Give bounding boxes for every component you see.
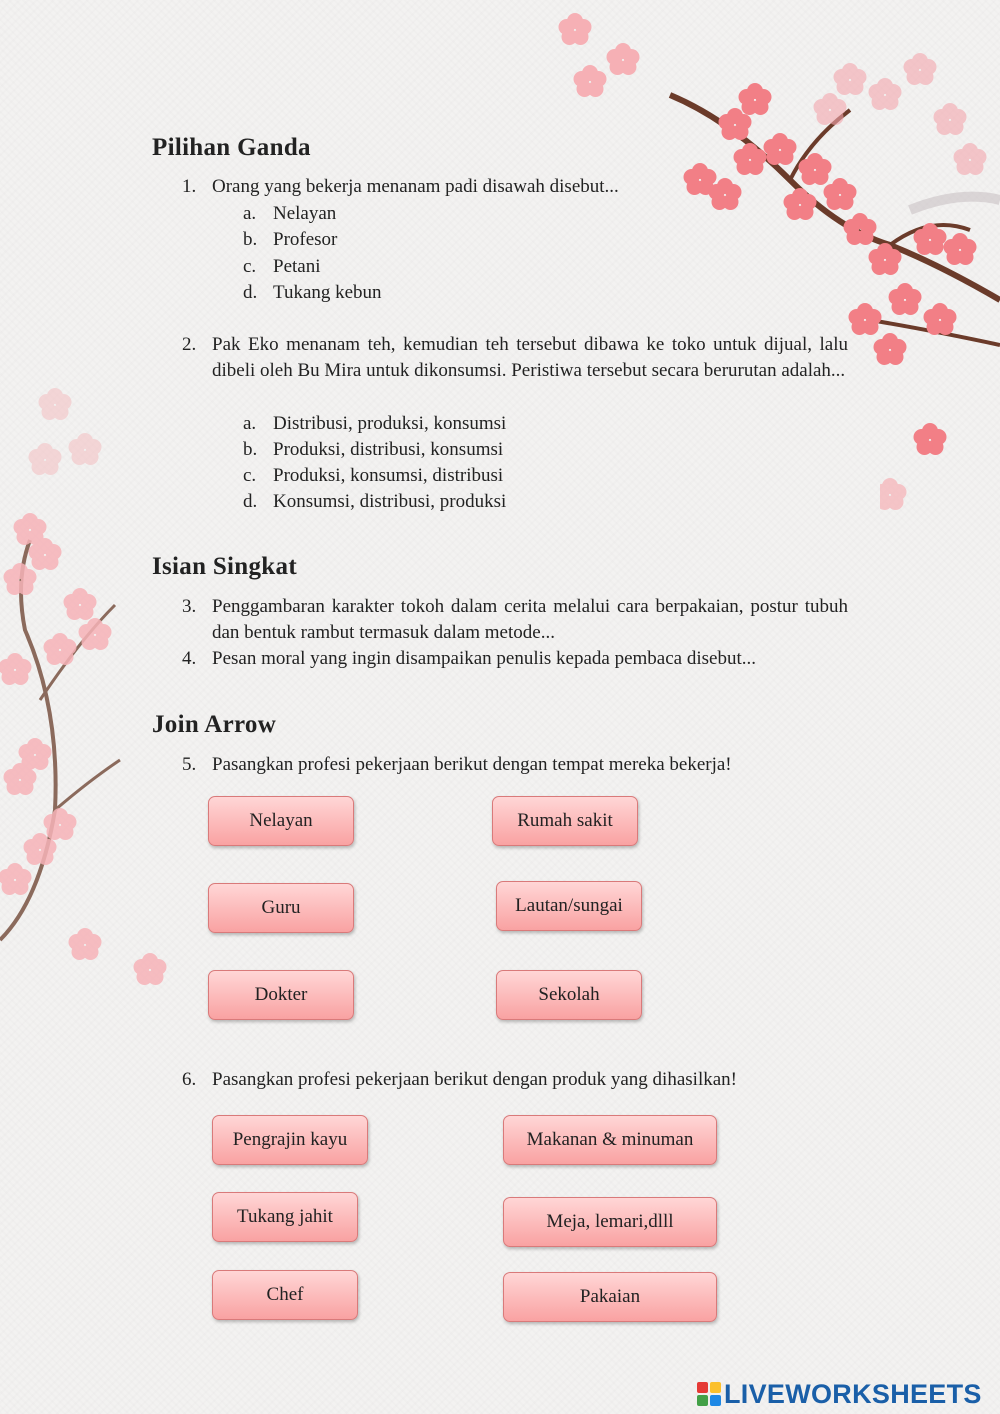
match-6-left-tukang-jahit[interactable]: Tukang jahit [212,1192,358,1242]
question-3-text: Penggambaran karakter tokoh dalam cerita melalui cara berpakaian, postur tubuh dan bentuk rambut termasuk dalam metode... [212,596,848,644]
match-5-left-nelayan[interactable]: Nelayan [208,796,354,846]
match-5-left-dokter[interactable]: Dokter [208,970,354,1020]
question-5-number: 5. [182,754,197,775]
question-1-number: 1. [182,176,197,197]
option-1d: d. Tukang kebun [243,282,382,303]
option-1b: b. Profesor [243,229,338,250]
match-5-right-lautan-sungai[interactable]: Lautan/sungai [496,881,642,931]
section-title-join-arrow: Join Arrow [152,711,277,738]
match-5-left-guru[interactable]: Guru [208,883,354,933]
question-2-number: 2. [182,334,197,355]
liveworksheets-logo-text: LIVEWORKSHEETS [724,1378,982,1409]
match-6-right-makanan-minuman[interactable]: Makanan & minuman [503,1115,717,1165]
liveworksheets-logo-icon [697,1382,721,1406]
option-2d: d. Konsumsi, distribusi, produksi [243,491,507,512]
question-6-text: Pasangkan profesi pekerjaan berikut dengan produk yang dihasilkan! [212,1069,737,1090]
option-1c: c. Petani [243,256,321,277]
match-6-left-chef[interactable]: Chef [212,1270,358,1320]
cherry-blossom-right-single [880,400,980,520]
question-6-number: 6. [182,1069,197,1090]
match-5-right-rumah-sakit[interactable]: Rumah sakit [492,796,638,846]
question-1-text: Orang yang bekerja menanam padi disawah disebut... [212,176,619,197]
match-6-left-pengrajin-kayu[interactable]: Pengrajin kayu [212,1115,368,1165]
cherry-blossom-left [0,380,170,1000]
question-3-number: 3. [182,596,197,617]
option-1a: a. Nelayan [243,203,337,224]
question-4-number: 4. [182,648,197,669]
question-5-text: Pasangkan profesi pekerjaan berikut dengan tempat mereka bekerja! [212,754,732,775]
option-2a: a. Distribusi, produksi, konsumsi [243,413,507,434]
section-title-pilihan-ganda: Pilihan Ganda [152,134,311,161]
section-title-isian-singkat: Isian Singkat [152,553,297,580]
match-6-right-meja-lemari[interactable]: Meja, lemari,dlll [503,1197,717,1247]
match-5-right-sekolah[interactable]: Sekolah [496,970,642,1020]
option-2c: c. Produksi, konsumsi, distribusi [243,465,504,486]
liveworksheets-logo [697,1380,982,1408]
cherry-blossom-top-small [555,10,655,100]
question-4-text: Pesan moral yang ingin disampaikan penulis kepada pembaca disebut... [212,648,756,669]
option-2b: b. Produksi, distribusi, konsumsi [243,439,504,460]
question-2-text: Pak Eko menanam teh, kemudian teh tersebut dibawa ke toko untuk dijual, lalu dibeli oleh Bu Mira untuk dikonsumsi. Peristiwa tersebut secara berurutan adalah... [212,334,848,382]
match-6-right-pakaian[interactable]: Pakaian [503,1272,717,1322]
